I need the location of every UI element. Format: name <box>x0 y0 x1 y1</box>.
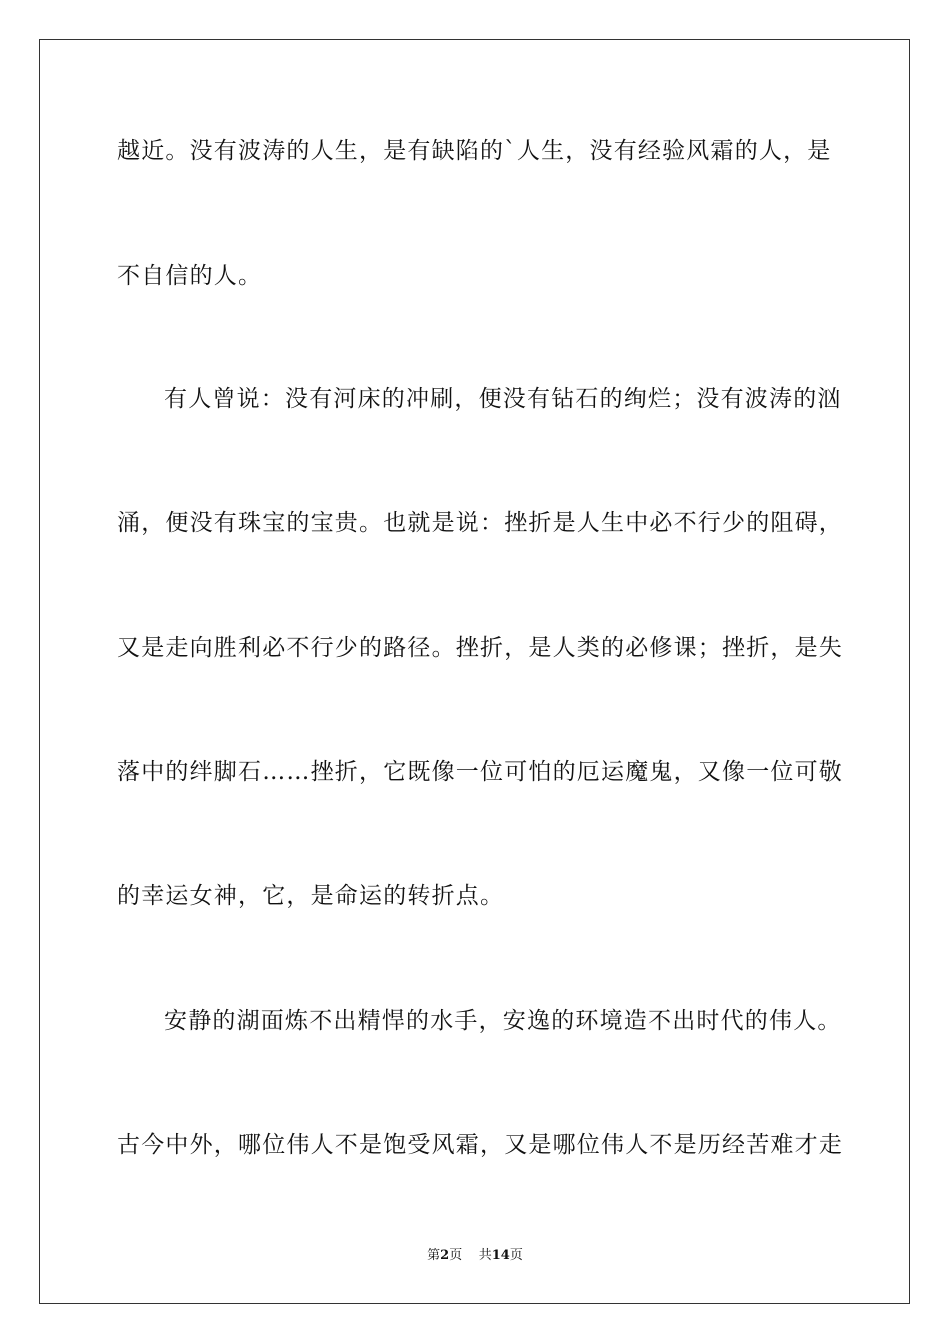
footer-total-pages: 14 <box>491 1248 510 1263</box>
body-text-line-9: 古今中外，哪位伟人不是饱受风霜，又是哪位伟人不是历经苦难才走 <box>117 1132 843 1158</box>
body-text-line-3: 有人曾说：没有河床的冲刷，便没有钻石的绚烂；没有波涛的汹 <box>164 386 842 412</box>
page-footer <box>0 1247 950 1265</box>
body-text-line-6: 落中的绊脚石……挫折，它既像一位可怕的厄运魔鬼，又像一位可敬 <box>117 759 843 785</box>
footer-page-number: 2 <box>440 1248 450 1263</box>
body-text-line-2: 不自信的人。 <box>117 263 263 289</box>
footer-page-prefix: 第 <box>427 1248 441 1263</box>
body-text-line-8: 安静的湖面炼不出精悍的水手，安逸的环境造不出时代的伟人。 <box>164 1008 842 1034</box>
footer-total-prefix: 共 <box>478 1248 492 1263</box>
body-text-line-7: 的幸运女神，它，是命运的转折点。 <box>117 883 505 909</box>
footer-page-suffix: 页 <box>449 1248 463 1263</box>
footer-total-suffix: 页 <box>509 1248 523 1263</box>
body-text-line-5: 又是走向胜利必不行少的路径。挫折，是人类的必修课；挫折，是失 <box>117 635 843 661</box>
body-text-line-4: 涌，便没有珠宝的宝贵。也就是说：挫折是人生中必不行少的阻碍， <box>117 510 843 536</box>
body-text-line-1: 越近。没有波涛的人生，是有缺陷的`人生，没有经验风霜的人，是 <box>117 138 832 164</box>
page-border <box>39 39 910 1304</box>
